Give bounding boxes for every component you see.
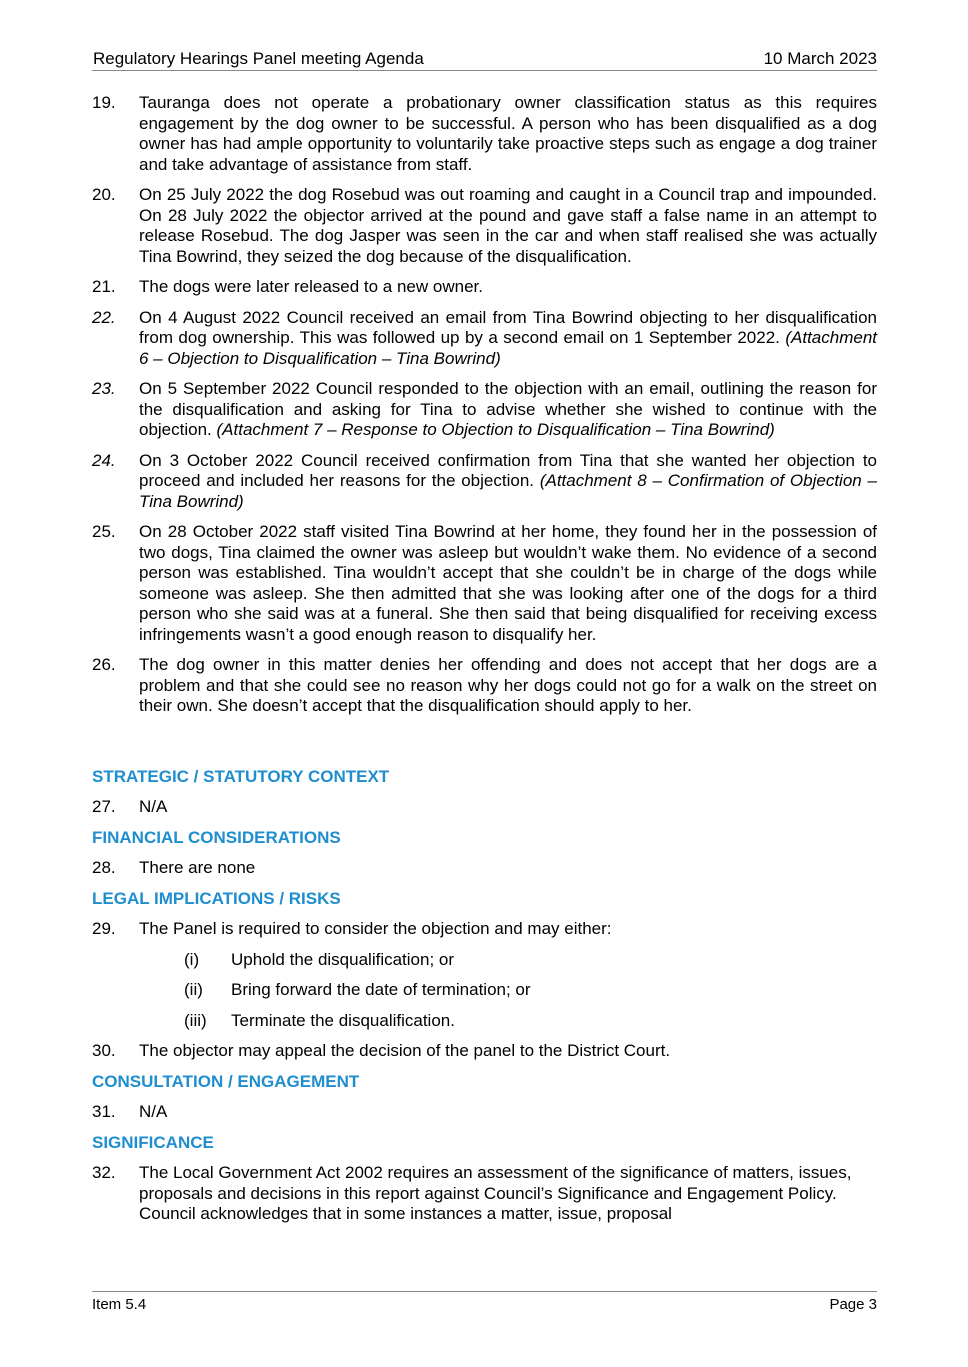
- paragraph-30: [92, 1041, 877, 1062]
- paragraph-text: The Local Government Act 2002 requires an assessment of the significance of matters, issues, proposals and decisions in this report against Council’s Significance and Engagement Policy. Council acknowledges that in some instances a matter, issue, proposal: [139, 1163, 852, 1223]
- attachment-reference: (Attachment 7 – Response to Objection to Disqualification – Tina Bowrind): [216, 420, 775, 439]
- section-heading-financial: FINANCIAL CONSIDERATIONS: [92, 827, 341, 847]
- paragraph-number: 21.: [92, 277, 116, 296]
- paragraph-31: [92, 1102, 877, 1123]
- paragraph-19: [92, 93, 877, 175]
- paragraph-29: [92, 919, 877, 940]
- paragraph-21: [92, 277, 877, 298]
- paragraph-text: N/A: [139, 1102, 168, 1121]
- paragraph-32: [92, 1163, 877, 1225]
- paragraph-24: [92, 451, 877, 513]
- paragraph-number: 22.: [92, 307, 116, 327]
- option-text: Terminate the disqualification.: [231, 1010, 455, 1030]
- paragraph-number: 27.: [92, 797, 116, 816]
- paragraph-text: On 4 August 2022 Council received an email from Tina Bowrind objecting to her disqualification from dog ownership. This was followed up by a second email on 1 September 2022.: [139, 307, 877, 347]
- document-body: [92, 93, 877, 1235]
- paragraph-22: [92, 308, 877, 370]
- paragraph-text: The Panel is required to consider the objection and may either:: [139, 919, 612, 938]
- option-item: [92, 950, 877, 971]
- option-number: (iii): [184, 1010, 207, 1030]
- paragraph-text: On 28 October 2022 staff visited Tina Bowrind at her home, they found her in the possession of two dogs, Tina claimed the owner was asleep but wouldn’t wake them. No evidence of a second person was established. Tina wouldn’t accept that she couldn’t be in charge of the dogs while someone was asleep. She then admitted that she was looking after one of the dogs for a third person who she said was at a funeral. She then said that being disqualified for receiving excess infringements wasn’t a good enough reason to disqualify her.: [139, 522, 877, 644]
- paragraph-number: 26.: [92, 655, 116, 674]
- page-header: [92, 48, 877, 71]
- option-text: Bring forward the date of termination; or: [231, 980, 531, 999]
- paragraph-number: 20.: [92, 185, 116, 204]
- paragraph-28: [92, 858, 877, 879]
- paragraph-25: [92, 522, 877, 645]
- paragraph-number: 24.: [92, 450, 116, 470]
- section-heading-significance: SIGNIFICANCE: [92, 1132, 214, 1152]
- attachment-reference: (Attachment 8 – Confirmation of Objection – Tina Bowrind): [139, 471, 877, 511]
- paragraph-text: The objector may appeal the decision of the panel to the District Court.: [139, 1041, 671, 1060]
- paragraph-number: 32.: [92, 1163, 116, 1182]
- paragraph-text: On 5 September 2022 Council responded to the objection with an email, outlining the reason for the disqualification and asking for Tina to advise whether she wished to continue with the objection.: [139, 379, 877, 439]
- paragraph-text: The dogs were later released to a new owner.: [139, 277, 483, 296]
- paragraph-text: On 3 October 2022 Council received confirmation from Tina that she wanted her objection to proceed and included her reasons for the objection.: [139, 450, 877, 490]
- paragraph-20: [92, 185, 877, 267]
- section-heading-strategic: STRATEGIC / STATUTORY CONTEXT: [92, 766, 390, 786]
- header-date: 10 March 2023: [763, 49, 877, 68]
- paragraph-number: 31.: [92, 1102, 116, 1121]
- option-item: [92, 1011, 877, 1032]
- option-number: (i): [184, 949, 200, 969]
- paragraph-number: 30.: [92, 1041, 116, 1060]
- paragraph-number: 29.: [92, 919, 116, 938]
- paragraph-text: The dog owner in this matter denies her offending and does not accept that her dogs are a problem and that she could see no reason why her dogs could not go for a walk on the street on their own. She doesn’t accept that the disqualification should apply to her.: [139, 655, 877, 715]
- paragraph-text: There are none: [139, 858, 256, 877]
- section-heading-legal: LEGAL IMPLICATIONS / RISKS: [92, 888, 341, 908]
- option-number: (ii): [184, 980, 203, 999]
- paragraph-text: On 25 July 2022 the dog Rosebud was out roaming and caught in a Council trap and impounded. On 28 July 2022 the objector arrived at the pound and gave staff a false name in an attempt to release Rosebud. The dog Jasper was seen in the car and when staff realised she was actually Tina Bowrind, they seized the dog because of the disqualification.: [139, 185, 877, 266]
- paragraph-number: 19.: [92, 93, 116, 112]
- option-text: Uphold the disqualification; or: [231, 949, 455, 969]
- paragraph-27: [92, 797, 877, 818]
- option-item: [92, 980, 877, 1001]
- paragraph-number: 25.: [92, 522, 116, 541]
- paragraph-number: 28.: [92, 858, 116, 877]
- paragraph-23: [92, 379, 877, 441]
- paragraph-text: N/A: [139, 797, 168, 816]
- footer-item: Item 5.4: [92, 1296, 147, 1313]
- section-heading-consultation: CONSULTATION / ENGAGEMENT: [92, 1071, 360, 1091]
- paragraph-number: 23.: [92, 379, 116, 398]
- header-title: Regulatory Hearings Panel meeting Agenda: [93, 49, 424, 68]
- paragraph-text: Tauranga does not operate a probationary owner classification status as this requires engagement by the dog owner to be successful. A person who has been disqualified as a dog owner has had ample opportunity to voluntarily take proactive steps such as engage a dog trainer and take advantage of assistance from staff.: [139, 93, 877, 174]
- footer-page-number: Page 3: [829, 1296, 877, 1313]
- attachment-reference: (Attachment 6 – Objection to Disqualification – Tina Bowrind): [139, 328, 877, 368]
- page-footer: [92, 1291, 877, 1316]
- paragraph-26: [92, 655, 877, 717]
